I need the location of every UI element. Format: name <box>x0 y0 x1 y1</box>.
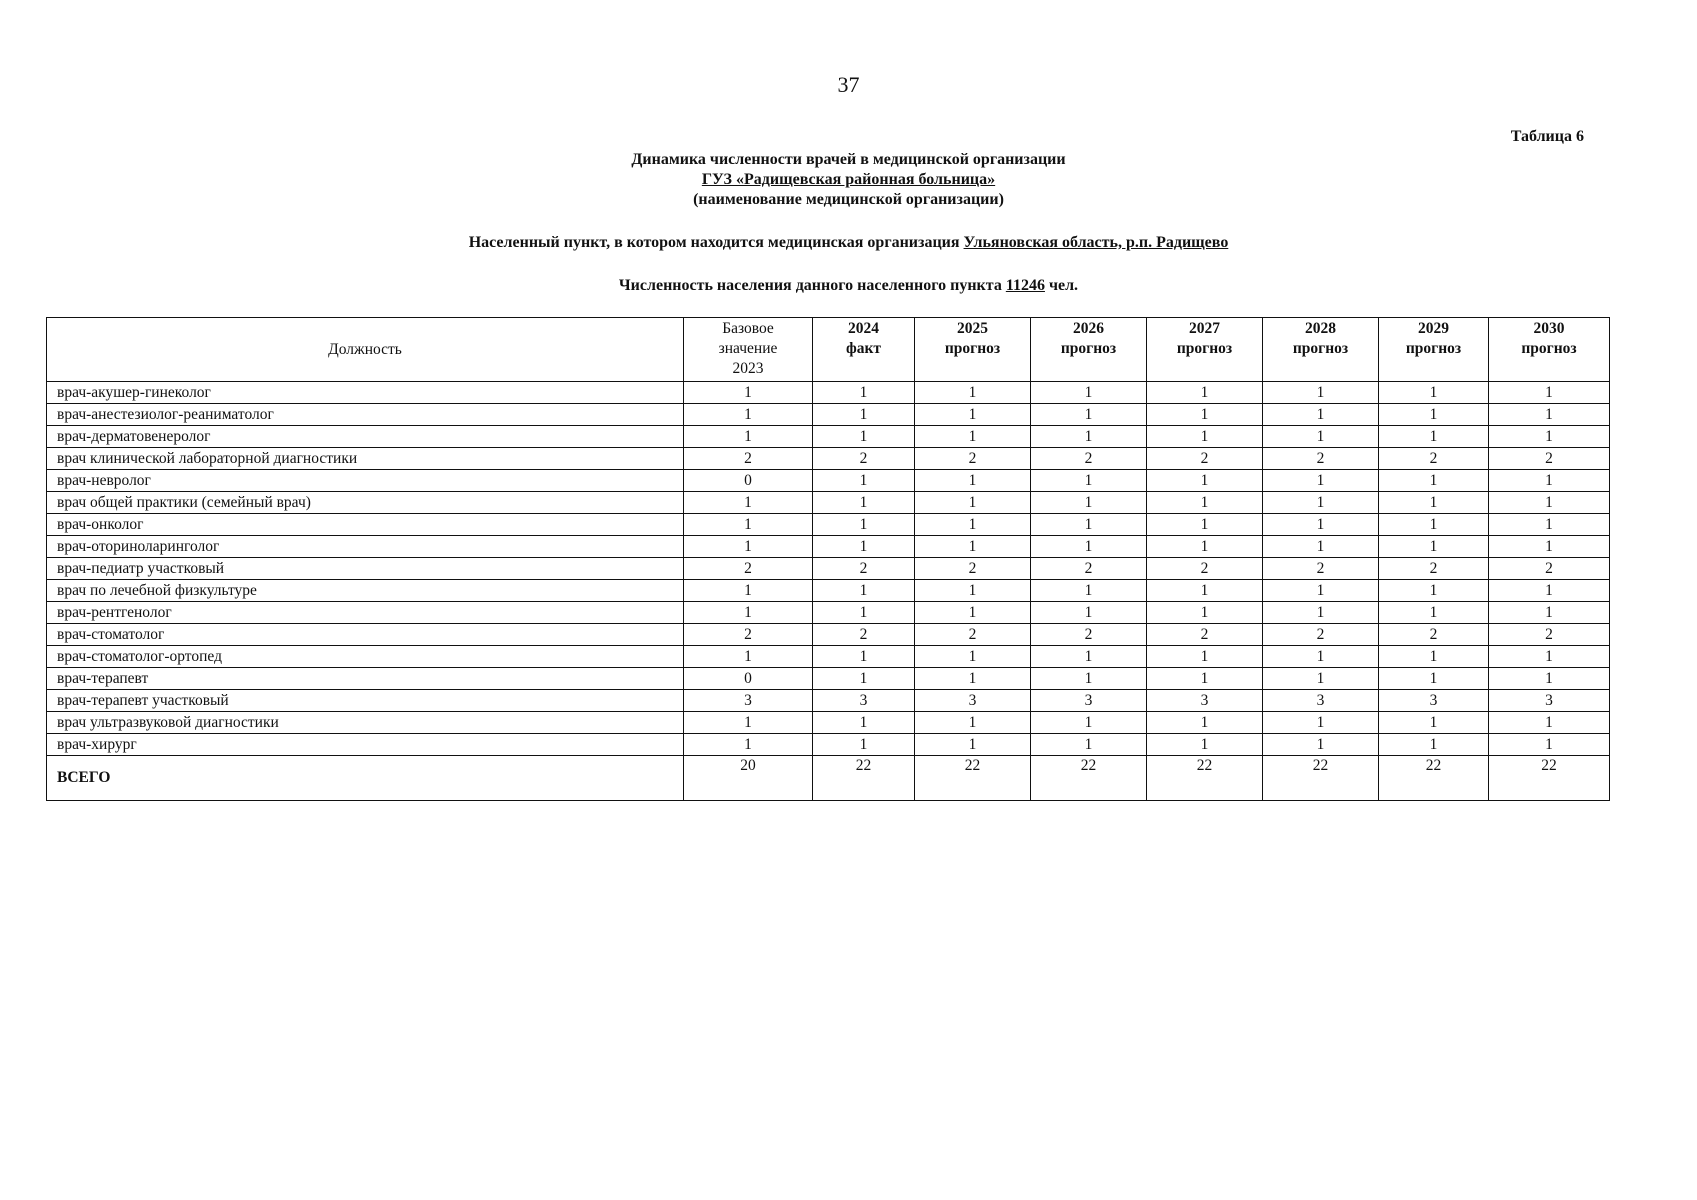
value-cell: 1 <box>1147 470 1263 492</box>
header-year: 2024 <box>848 320 879 337</box>
header-kind: прогноз <box>1405 340 1462 357</box>
value-cell: 1 <box>1379 734 1489 756</box>
value-cell: 1 <box>1147 646 1263 668</box>
value-cell: 2 <box>1031 448 1147 470</box>
value-cell: 1 <box>1489 382 1610 404</box>
header-kind: прогноз <box>1060 340 1117 357</box>
value-cell: 1 <box>1379 382 1489 404</box>
value-cell: 1 <box>1263 382 1379 404</box>
value-cell: 1 <box>684 426 813 448</box>
value-cell: 1 <box>1489 712 1610 734</box>
value-cell: 1 <box>1263 580 1379 602</box>
value-cell: 1 <box>1031 470 1147 492</box>
value-cell: 2 <box>1147 624 1263 646</box>
total-value-cell: 22 <box>813 756 915 801</box>
table-row <box>47 558 1610 580</box>
value-cell: 1 <box>1379 602 1489 624</box>
table-row <box>47 624 1610 646</box>
table-row <box>47 448 1610 470</box>
value-cell: 1 <box>1031 602 1147 624</box>
value-cell: 1 <box>1147 536 1263 558</box>
value-cell: 1 <box>1031 580 1147 602</box>
value-cell: 2 <box>684 558 813 580</box>
header-year: 2029 <box>1418 320 1449 337</box>
value-cell: 1 <box>1489 536 1610 558</box>
value-cell: 1 <box>1263 602 1379 624</box>
header-kind: факт <box>845 340 882 357</box>
value-cell: 1 <box>1263 470 1379 492</box>
table-row <box>47 668 1610 690</box>
value-cell: 1 <box>684 734 813 756</box>
value-cell: 2 <box>1263 448 1379 470</box>
table-row <box>47 492 1610 514</box>
table-row <box>47 580 1610 602</box>
organization-name: ГУЗ «Радищевская районная больница» <box>701 171 996 188</box>
value-cell: 2 <box>1031 624 1147 646</box>
value-cell: 1 <box>1489 734 1610 756</box>
value-cell: 1 <box>1031 734 1147 756</box>
value-cell: 1 <box>1379 404 1489 426</box>
value-cell: 1 <box>1031 404 1147 426</box>
value-cell: 2 <box>813 448 915 470</box>
value-cell: 1 <box>684 646 813 668</box>
position-cell: врач по лечебной физкультуре <box>47 580 684 602</box>
value-cell: 1 <box>813 668 915 690</box>
value-cell: 1 <box>1147 514 1263 536</box>
value-cell: 2 <box>1379 624 1489 646</box>
value-cell: 2 <box>1147 448 1263 470</box>
value-cell: 1 <box>813 734 915 756</box>
value-cell: 1 <box>1379 536 1489 558</box>
value-cell: 1 <box>684 712 813 734</box>
position-cell: врач-акушер-гинеколог <box>47 382 684 404</box>
value-cell: 1 <box>1489 426 1610 448</box>
total-value-cell: 22 <box>1489 756 1610 801</box>
value-cell: 1 <box>1263 404 1379 426</box>
value-cell: 1 <box>1489 646 1610 668</box>
header-year: 2027 <box>1189 320 1220 337</box>
value-cell: 1 <box>1489 470 1610 492</box>
value-cell: 3 <box>813 690 915 712</box>
value-cell: 1 <box>813 492 915 514</box>
value-cell: 2 <box>813 624 915 646</box>
table-row <box>47 382 1610 404</box>
column-header-2024 <box>813 318 915 382</box>
value-cell: 1 <box>1263 426 1379 448</box>
table-row <box>47 514 1610 536</box>
total-value-cell: 22 <box>1263 756 1379 801</box>
value-cell: 1 <box>684 382 813 404</box>
value-cell: 1 <box>684 404 813 426</box>
value-cell: 3 <box>1379 690 1489 712</box>
column-header-2026 <box>1031 318 1147 382</box>
value-cell: 0 <box>684 470 813 492</box>
value-cell: 1 <box>684 580 813 602</box>
column-header-2027 <box>1147 318 1263 382</box>
table-header-row <box>47 318 1610 382</box>
value-cell: 2 <box>1379 448 1489 470</box>
value-cell: 1 <box>915 646 1031 668</box>
value-cell: 1 <box>813 536 915 558</box>
value-cell: 1 <box>915 382 1031 404</box>
table-row <box>47 734 1610 756</box>
position-cell: врач-онколог <box>47 514 684 536</box>
value-cell: 1 <box>1147 404 1263 426</box>
value-cell: 3 <box>684 690 813 712</box>
column-header-2025 <box>915 318 1031 382</box>
value-cell: 1 <box>1147 734 1263 756</box>
value-cell: 1 <box>1031 646 1147 668</box>
total-value-cell: 22 <box>1031 756 1147 801</box>
value-cell: 1 <box>1147 668 1263 690</box>
value-cell: 1 <box>1379 426 1489 448</box>
population-value: 11246 <box>1005 277 1045 294</box>
population-label: Численность населения данного населенного пункта <box>618 277 1002 294</box>
header-kind: прогноз <box>944 340 1001 357</box>
value-cell: 2 <box>915 558 1031 580</box>
column-header-2028 <box>1263 318 1379 382</box>
table-body <box>47 382 1610 801</box>
organization-caption: (наименование медицинской организации) <box>693 191 1004 208</box>
position-cell: врач ультразвуковой диагностики <box>47 712 684 734</box>
column-header-position: Должность <box>47 318 684 382</box>
position-cell: врач-рентгенолог <box>47 602 684 624</box>
value-cell: 3 <box>1489 690 1610 712</box>
position-cell: врач-невролог <box>47 470 684 492</box>
value-cell: 1 <box>1489 668 1610 690</box>
header-line: Базовое <box>722 320 774 337</box>
table-row <box>47 602 1610 624</box>
column-header-2029 <box>1379 318 1489 382</box>
value-cell: 1 <box>813 426 915 448</box>
total-value-cell: 20 <box>684 756 813 801</box>
value-cell: 1 <box>1379 470 1489 492</box>
position-cell: врач-стоматолог <box>47 624 684 646</box>
value-cell: 1 <box>1031 668 1147 690</box>
value-cell: 2 <box>684 448 813 470</box>
value-cell: 1 <box>1379 646 1489 668</box>
value-cell: 1 <box>1263 734 1379 756</box>
value-cell: 2 <box>813 558 915 580</box>
header-year: 2028 <box>1305 320 1336 337</box>
page-number: 37 <box>837 72 860 97</box>
value-cell: 1 <box>1147 602 1263 624</box>
value-cell: 1 <box>1379 712 1489 734</box>
value-cell: 1 <box>813 646 915 668</box>
value-cell: 1 <box>1489 492 1610 514</box>
value-cell: 1 <box>915 426 1031 448</box>
value-cell: 1 <box>684 514 813 536</box>
value-cell: 1 <box>813 404 915 426</box>
value-cell: 1 <box>684 492 813 514</box>
value-cell: 1 <box>915 492 1031 514</box>
value-cell: 1 <box>1147 492 1263 514</box>
population-line <box>0 276 1697 296</box>
value-cell: 1 <box>1031 492 1147 514</box>
value-cell: 2 <box>1263 558 1379 580</box>
value-cell: 1 <box>915 404 1031 426</box>
value-cell: 2 <box>915 448 1031 470</box>
value-cell: 1 <box>915 734 1031 756</box>
table-row <box>47 712 1610 734</box>
value-cell: 1 <box>1489 602 1610 624</box>
value-cell: 1 <box>915 470 1031 492</box>
position-cell: врач-терапевт участковый <box>47 690 684 712</box>
value-cell: 1 <box>915 602 1031 624</box>
value-cell: 1 <box>1031 712 1147 734</box>
value-cell: 3 <box>1147 690 1263 712</box>
settlement-label: Населенный пункт, в котором находится медицинская организация <box>468 234 960 251</box>
position-cell: врач-хирург <box>47 734 684 756</box>
value-cell: 1 <box>915 536 1031 558</box>
position-cell: врач-дерматовенеролог <box>47 426 684 448</box>
value-cell: 1 <box>1379 668 1489 690</box>
value-cell: 2 <box>1031 558 1147 580</box>
value-cell: 1 <box>813 470 915 492</box>
value-cell: 1 <box>813 712 915 734</box>
value-cell: 3 <box>1263 690 1379 712</box>
table-row <box>47 690 1610 712</box>
value-cell: 2 <box>684 624 813 646</box>
value-cell: 1 <box>915 580 1031 602</box>
total-row <box>47 756 1610 801</box>
value-cell: 3 <box>1031 690 1147 712</box>
settlement-line <box>0 233 1697 253</box>
value-cell: 1 <box>915 514 1031 536</box>
value-cell: 1 <box>1263 712 1379 734</box>
value-cell: 1 <box>813 514 915 536</box>
value-cell: 2 <box>1147 558 1263 580</box>
value-cell: 2 <box>1379 558 1489 580</box>
value-cell: 1 <box>1263 646 1379 668</box>
table-title <box>0 150 1697 210</box>
value-cell: 2 <box>1489 558 1610 580</box>
table-label: Таблица 6 <box>1510 128 1584 145</box>
position-cell: врач клинической лабораторной диагностики <box>47 448 684 470</box>
population-unit: чел. <box>1048 277 1079 294</box>
value-cell: 2 <box>915 624 1031 646</box>
header-year: 2030 <box>1533 320 1565 337</box>
title-line: Динамика численности врачей в медицинской организации <box>631 151 1066 168</box>
header-kind: прогноз <box>1292 340 1349 357</box>
value-cell: 1 <box>1379 580 1489 602</box>
value-cell: 1 <box>684 602 813 624</box>
value-cell: 1 <box>1147 580 1263 602</box>
total-value-cell: 22 <box>1147 756 1263 801</box>
value-cell: 1 <box>1489 514 1610 536</box>
value-cell: 1 <box>915 668 1031 690</box>
value-cell: 1 <box>684 536 813 558</box>
position-cell: врач-терапевт <box>47 668 684 690</box>
position-cell: врач-оториноларинголог <box>47 536 684 558</box>
value-cell: 1 <box>1147 426 1263 448</box>
value-cell: 1 <box>1263 492 1379 514</box>
settlement-value: Ульяновская область, р.п. Радищево <box>963 234 1229 251</box>
value-cell: 2 <box>1263 624 1379 646</box>
table-row <box>47 536 1610 558</box>
value-cell: 1 <box>1263 514 1379 536</box>
total-value-cell: 22 <box>1379 756 1489 801</box>
value-cell: 1 <box>1489 580 1610 602</box>
value-cell: 1 <box>1379 514 1489 536</box>
value-cell: 1 <box>813 602 915 624</box>
value-cell: 1 <box>1489 404 1610 426</box>
value-cell: 1 <box>915 712 1031 734</box>
position-cell: врач общей практики (семейный врач) <box>47 492 684 514</box>
value-cell: 1 <box>1031 536 1147 558</box>
total-label-cell: ВСЕГО <box>47 756 684 801</box>
table-row <box>47 646 1610 668</box>
value-cell: 1 <box>1147 382 1263 404</box>
table-row <box>47 404 1610 426</box>
total-value-cell: 22 <box>915 756 1031 801</box>
value-cell: 2 <box>1489 624 1610 646</box>
column-header-2030 <box>1489 318 1610 382</box>
table-row <box>47 426 1610 448</box>
value-cell: 1 <box>1379 492 1489 514</box>
value-cell: 3 <box>915 690 1031 712</box>
position-cell: врач-анестезиолог-реаниматолог <box>47 404 684 426</box>
value-cell: 1 <box>813 580 915 602</box>
header-line: значение <box>718 340 778 357</box>
value-cell: 1 <box>1031 514 1147 536</box>
header-year: 2025 <box>957 320 988 337</box>
doctors-staffing-table <box>46 317 1610 801</box>
value-cell: 1 <box>1031 426 1147 448</box>
value-cell: 2 <box>1489 448 1610 470</box>
value-cell: 1 <box>813 382 915 404</box>
header-line: 2023 <box>732 360 764 377</box>
header-kind: прогноз <box>1176 340 1233 357</box>
value-cell: 0 <box>684 668 813 690</box>
table-row <box>47 470 1610 492</box>
column-header-2023 <box>684 318 813 382</box>
header-kind: прогноз <box>1521 340 1577 357</box>
value-cell: 1 <box>1263 668 1379 690</box>
header-year: 2026 <box>1073 320 1104 337</box>
position-cell: врач-педиатр участковый <box>47 558 684 580</box>
position-cell: врач-стоматолог-ортопед <box>47 646 684 668</box>
value-cell: 1 <box>1031 382 1147 404</box>
value-cell: 1 <box>1147 712 1263 734</box>
value-cell: 1 <box>1263 536 1379 558</box>
